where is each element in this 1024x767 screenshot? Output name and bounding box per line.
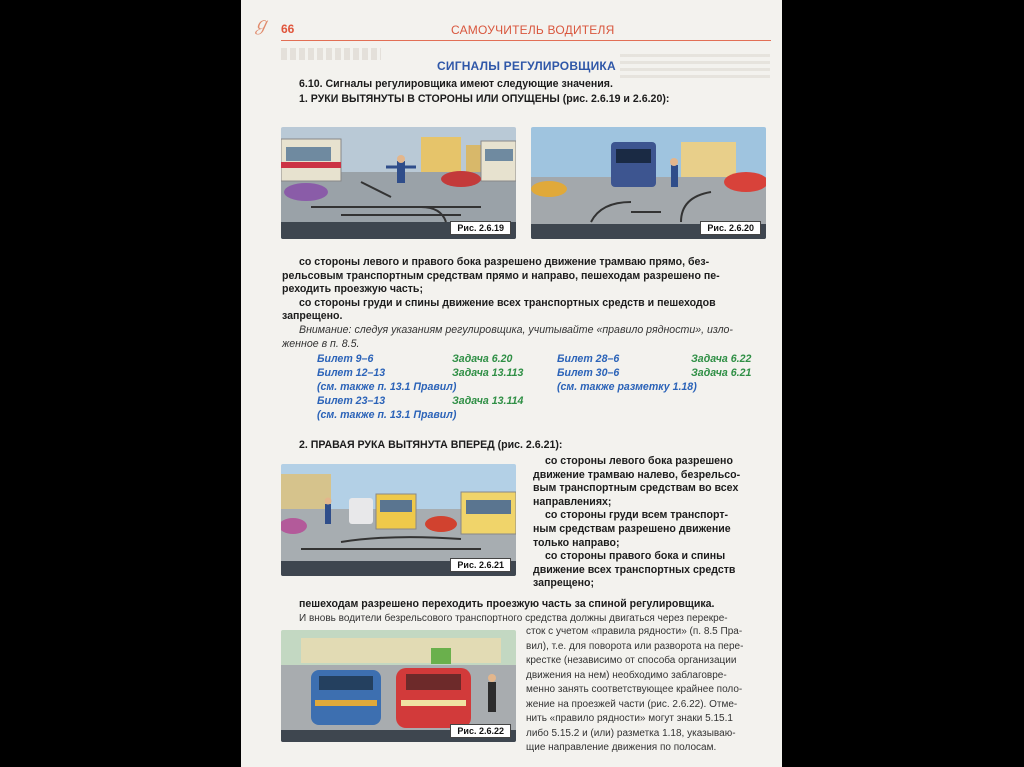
- page-header: [241, 10, 782, 40]
- figure-caption: Рис. 2.6.22: [450, 724, 511, 738]
- figure-caption: Рис. 2.6.21: [450, 558, 511, 572]
- book-title: САМОУЧИТЕЛЬ ВОДИТЕЛЯ: [451, 23, 615, 37]
- section-title: СИГНАЛЫ РЕГУЛИРОВЩИКА: [437, 59, 616, 73]
- refs-right: [557, 353, 767, 395]
- figure-2-6-20: [531, 127, 766, 239]
- ref-row: Билет 9–6 Задача 6.20: [317, 353, 513, 365]
- figure-2-6-21: [281, 464, 516, 576]
- ref-row: Билет 28–6 Задача 6.22: [557, 353, 752, 365]
- item1-paragraph: со стороны левого и правого бока разрешено движение трамваю прямо, без- рельсовым транспортным средствам прямо и направо, пешеходам разрешено пе- реходить проезжую часть; со стороны груди и спины движение всех транспортных средств и пешеходов запрещено.: [282, 256, 720, 323]
- figure-2-6-22: [281, 630, 516, 742]
- ref-row: (см. также п. 13.1 Правил): [317, 409, 457, 421]
- ref-row: (см. также п. 13.1 Правил): [317, 381, 457, 393]
- ref-row: Билет 23–13 Задача 13.114: [317, 395, 524, 407]
- item2-paragraph: со стороны левого бока разрешено движение трамваю налево, безрельсо- вым транспортным средствам во всех направлениях; со стороны груди всем транспорт- ным средствам разрешено движение только направо; со стороны правого бока и спины движение всех транспортных средств запрещено;: [533, 455, 741, 590]
- bleed-through: [620, 52, 770, 78]
- pedestrian-line: пешеходам разрешено переходить проезжую часть за спиной регулировщика.: [299, 598, 715, 610]
- ref-row: Билет 30–6 Задача 6.21: [557, 367, 752, 379]
- ref-row: Билет 12–13 Задача 13.113: [317, 367, 524, 379]
- bleed-through: [281, 48, 381, 60]
- refs-left: [317, 353, 527, 423]
- item1-title: 1. РУКИ ВЫТЯНУТЫ В СТОРОНЫ ИЛИ ОПУЩЕНЫ (рис. 2.6.19 и 2.6.20):: [299, 93, 670, 105]
- page-number: 66: [281, 22, 295, 36]
- attention-note: Внимание: следуя указаниям регулировщика, учитывайте «правило рядности», изло- женное в п. 8.5.: [282, 324, 733, 350]
- header-rule: [281, 40, 771, 41]
- book-page: [241, 0, 782, 767]
- rule-intro: И вновь водители безрельсового транспортного средства должны двигаться через перекре-: [299, 613, 728, 624]
- figure-2-6-19: [281, 127, 516, 239]
- figure-caption: Рис. 2.6.19: [450, 221, 511, 235]
- rule-paragraph: сток с учетом «правила рядности» (п. 8.5 Пра- вил), т.е. для поворота или разворота на пере- крестке (независимо от способа организации движения на нем) необходимо заблаговре- менно занять соответствующее крайнее поло- жение на проезжей части (рис. 2.6.22). Отме- нить «правило рядности» могут знаки 5.15.1 либо 5.15.2 и (или) разметка 1.18, указываю- щие направление движения по полосам.: [526, 626, 744, 753]
- intro-text: 6.10. Сигналы регулировщика имеют следующие значения.: [299, 78, 613, 90]
- page-corner-icon: ℊ: [252, 14, 270, 35]
- figure-caption: Рис. 2.6.20: [700, 221, 761, 235]
- ref-row: (см. также разметку 1.18): [557, 381, 697, 393]
- item2-title: 2. ПРАВАЯ РУКА ВЫТЯНУТА ВПЕРЕД (рис. 2.6.21):: [299, 439, 563, 451]
